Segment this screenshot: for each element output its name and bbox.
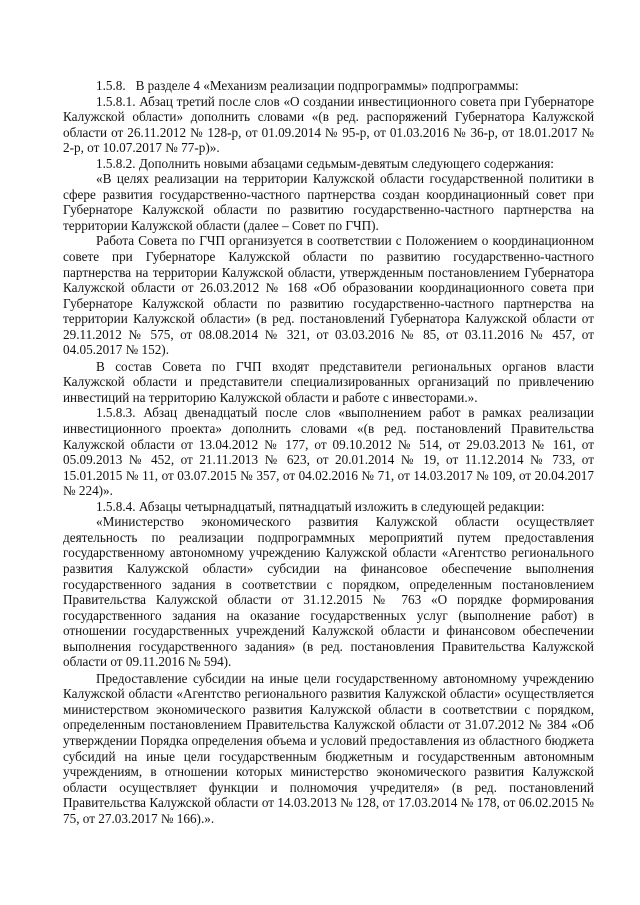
paragraph-ministry-activity: «Министерство экономического развития Калужской области осуществляет деятельность по реализации подпрограммных мероприятий путем предоставления государственному автономному учреждению Калужской области «Агентство регионального развития Калужской области» субсидии на финансовое обеспечение выполнения государственного задания в соответствии с порядком, определенным постановлением Правительства Калужской области от 31.12.2015 № 763 «О порядке формирования государственного задания на оказание государственных услуг (выполнение работ) в отношении государственных учреждений Калужской области и финансовом обеспечении выполнения государственного задания» (в ред. постановления Правительства Калужской области от 09.11.2016 № 594). [63,514,594,670]
paragraph-1-5-8: 1.5.8. В разделе 4 «Механизм реализации подпрограммы» подпрограммы: [96,78,519,93]
paragraph-council-composition: В состав Совета по ГЧП входят представители региональных органов власти Калужской области и представители специализированных организаций по привлечению инвестиций на территорию Калужской области и работе с инвесторами.». [63,358,594,405]
paragraph-1-5-8-1: 1.5.8.1. Абзац третий после слов «О создании инвестиционного совета при Губернаторе Калужской области» дополнить словами «(в ред. распоряжений Губернатора Калужской области от 26.11.2012 № 128-р, от 01.09.2014 № 95-р, от 01.03.2016 № 36-р, от 18.01.2017 № 2-р, от 10.07.2017 № 77-р)». [63,93,594,156]
document-body [63,78,594,826]
paragraph-1-5-8-2: 1.5.8.2. Дополнить новыми абзацами седьмым-девятым следующего содержания: [96,155,554,171]
paragraph-1-5-8-3: 1.5.8.3. Абзац двенадцатый после слов «выполнением работ в рамках реализации инвестиционного проекта» дополнить словами «(в ред. постановлений Правительства Калужской области от 13.04.2012 № 177, от 09.10.2012 № 514, от 29.03.2013 № 161, от 05.09.2013 № 452, от 21.11.2013 № 623, от 20.01.2014 № 19, от 11.12.2014 № 733, от 15.01.2015 № 11, от 03.07.2015 № 357, от 04.02.2016 № 71, от 14.03.2017 № 109, от 20.04.2017 № 224)». [63,405,594,499]
paragraph-council-work: Работа Совета по ГЧП организуется в соответствии с Положением о координационном совете при Губернаторе Калужской области по развитию государственно-частного партнерства на территории Калужской области, утвержденным постановлением Губернатора Калужской области от 26.03.2012 № 168 «Об образовании координационного совета при Губернаторе Калужской области по развитию государственно-частного партнерства на территории Калужской области» (в ред. постановлений Губернатора Калужской области от 29.11.2012 № 575, от 08.08.2014 № 321, от 03.03.2016 № 85, от 03.11.2016 № 457, от 04.05.2017 № 152). [63,233,594,358]
paragraph-subsidy-provision: Предоставление субсидии на иные цели государственному автономному учреждению Калужской области «Агентство регионального развития Калужской области» осуществляется министерством экономического развития Калужской области в соответствии с порядком, определенным постановлением Правительства Калужской области от 31.07.2012 № 384 «Об утверждении Порядка определения объема и условий предоставления из областного бюджета субсидий на иные цели государственным бюджетным и государственным автономным учреждениям, в отношении которых министерство экономического развития Калужской области осуществляет функции и полномочия учредителя» (в ред. постановлений Правительства Калужской области от 14.03.2013 № 128, от 17.03.2014 № 178, от 06.02.2015 № 75, от 27.03.2017 № 166).». [63,670,594,826]
paragraph-1-5-8-4: 1.5.8.4. Абзацы четырнадцатый, пятнадцатый изложить в следующей редакции: [96,498,545,514]
paragraph-quote-gchp-council: «В целях реализации на территории Калужской области государственной политики в сфере развития государственно-частного партнерства создан координационный совет при Губернаторе Калужской области по развитию государственно-частного партнерства на территории Калужской области (далее – Совет по ГЧП). [63,171,594,233]
